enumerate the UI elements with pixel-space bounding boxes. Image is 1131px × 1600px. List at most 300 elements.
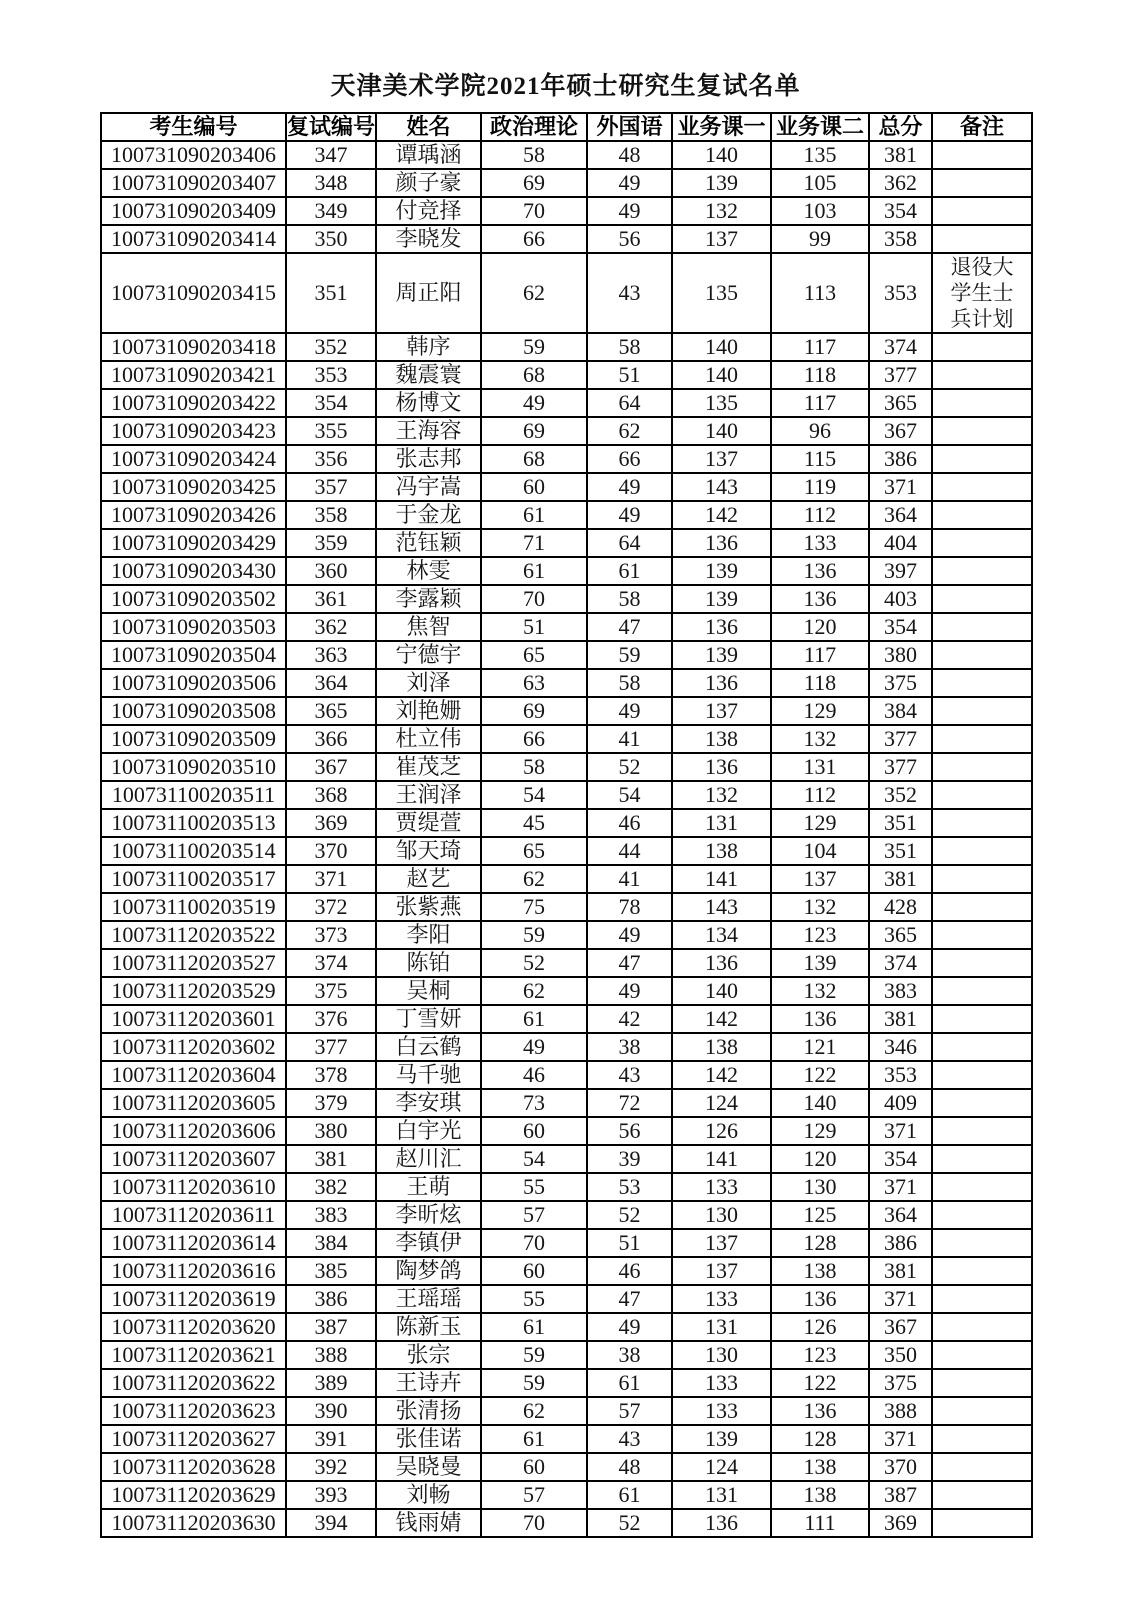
table-row bbox=[101, 641, 1032, 669]
cell-name: 韩序 bbox=[376, 333, 481, 361]
cell-course-1: 143 bbox=[672, 473, 771, 501]
cell-name: 王润泽 bbox=[376, 781, 481, 809]
cell-political-theory: 69 bbox=[481, 417, 587, 445]
table-row bbox=[101, 1341, 1032, 1369]
cell-name: 崔茂芝 bbox=[376, 753, 481, 781]
cell-foreign-language: 49 bbox=[587, 169, 672, 197]
cell-reexam-number: 378 bbox=[286, 1061, 376, 1089]
cell-course-2: 122 bbox=[771, 1369, 869, 1397]
cell-reexam-number: 363 bbox=[286, 641, 376, 669]
cell-remark bbox=[932, 1313, 1032, 1341]
cell-political-theory: 62 bbox=[481, 977, 587, 1005]
cell-political-theory: 55 bbox=[481, 1173, 587, 1201]
cell-name: 颜子豪 bbox=[376, 169, 481, 197]
cell-reexam-number: 366 bbox=[286, 725, 376, 753]
cell-remark bbox=[932, 417, 1032, 445]
cell-name: 范钰颖 bbox=[376, 529, 481, 557]
cell-remark bbox=[932, 669, 1032, 697]
cell-political-theory: 46 bbox=[481, 1061, 587, 1089]
remark-text: 退役大学生士兵计划 bbox=[950, 255, 1014, 331]
cell-course-2: 96 bbox=[771, 417, 869, 445]
cell-candidate-number: 100731090203422 bbox=[101, 389, 286, 417]
cell-remark bbox=[932, 949, 1032, 977]
cell-political-theory: 61 bbox=[481, 501, 587, 529]
cell-remark bbox=[932, 141, 1032, 169]
table-row bbox=[101, 837, 1032, 865]
cell-candidate-number: 100731090203502 bbox=[101, 585, 286, 613]
header-name: 姓名 bbox=[376, 113, 481, 141]
cell-remark bbox=[932, 613, 1032, 641]
cell-course-2: 120 bbox=[771, 613, 869, 641]
cell-political-theory: 68 bbox=[481, 445, 587, 473]
cell-course-1: 140 bbox=[672, 417, 771, 445]
results-table-body bbox=[101, 141, 1032, 1537]
cell-foreign-language: 38 bbox=[587, 1341, 672, 1369]
cell-candidate-number: 100731090203429 bbox=[101, 529, 286, 557]
cell-total-score: 354 bbox=[869, 613, 932, 641]
cell-political-theory: 65 bbox=[481, 641, 587, 669]
cell-course-1: 138 bbox=[672, 837, 771, 865]
cell-reexam-number: 369 bbox=[286, 809, 376, 837]
cell-candidate-number: 100731090203425 bbox=[101, 473, 286, 501]
cell-reexam-number: 350 bbox=[286, 225, 376, 253]
cell-course-2: 119 bbox=[771, 473, 869, 501]
cell-total-score: 367 bbox=[869, 1313, 932, 1341]
cell-reexam-number: 385 bbox=[286, 1257, 376, 1285]
cell-candidate-number: 100731090203426 bbox=[101, 501, 286, 529]
cell-total-score: 374 bbox=[869, 333, 932, 361]
cell-course-2: 132 bbox=[771, 893, 869, 921]
cell-candidate-number: 100731120203621 bbox=[101, 1341, 286, 1369]
table-row bbox=[101, 501, 1032, 529]
cell-candidate-number: 100731090203503 bbox=[101, 613, 286, 641]
cell-course-1: 136 bbox=[672, 669, 771, 697]
cell-reexam-number: 387 bbox=[286, 1313, 376, 1341]
cell-course-2: 112 bbox=[771, 501, 869, 529]
table-row bbox=[101, 253, 1032, 333]
cell-candidate-number: 100731120203611 bbox=[101, 1201, 286, 1229]
cell-total-score: 381 bbox=[869, 865, 932, 893]
cell-reexam-number: 352 bbox=[286, 333, 376, 361]
cell-foreign-language: 58 bbox=[587, 669, 672, 697]
cell-candidate-number: 100731100203519 bbox=[101, 893, 286, 921]
cell-remark bbox=[932, 1341, 1032, 1369]
cell-political-theory: 62 bbox=[481, 865, 587, 893]
cell-course-1: 137 bbox=[672, 445, 771, 473]
table-row bbox=[101, 921, 1032, 949]
cell-course-1: 124 bbox=[672, 1453, 771, 1481]
cell-candidate-number: 100731120203622 bbox=[101, 1369, 286, 1397]
cell-candidate-number: 100731090203504 bbox=[101, 641, 286, 669]
cell-name: 刘畅 bbox=[376, 1481, 481, 1509]
cell-political-theory: 62 bbox=[481, 1397, 587, 1425]
cell-course-1: 136 bbox=[672, 529, 771, 557]
cell-course-1: 133 bbox=[672, 1173, 771, 1201]
cell-remark bbox=[932, 1453, 1032, 1481]
cell-course-2: 126 bbox=[771, 1313, 869, 1341]
cell-remark bbox=[932, 1005, 1032, 1033]
cell-total-score: 377 bbox=[869, 725, 932, 753]
cell-course-1: 134 bbox=[672, 921, 771, 949]
cell-reexam-number: 373 bbox=[286, 921, 376, 949]
cell-name: 邹天琦 bbox=[376, 837, 481, 865]
cell-candidate-number: 100731090203421 bbox=[101, 361, 286, 389]
cell-course-2: 121 bbox=[771, 1033, 869, 1061]
cell-foreign-language: 49 bbox=[587, 977, 672, 1005]
cell-total-score: 353 bbox=[869, 1061, 932, 1089]
cell-name: 冯宇嵩 bbox=[376, 473, 481, 501]
cell-total-score: 386 bbox=[869, 445, 932, 473]
cell-reexam-number: 349 bbox=[286, 197, 376, 225]
cell-political-theory: 61 bbox=[481, 1425, 587, 1453]
cell-candidate-number: 100731120203607 bbox=[101, 1145, 286, 1173]
cell-total-score: 354 bbox=[869, 197, 932, 225]
table-row bbox=[101, 141, 1032, 169]
cell-candidate-number: 100731100203514 bbox=[101, 837, 286, 865]
cell-course-2: 125 bbox=[771, 1201, 869, 1229]
cell-total-score: 369 bbox=[869, 1509, 932, 1537]
cell-remark bbox=[932, 225, 1032, 253]
cell-course-1: 136 bbox=[672, 753, 771, 781]
cell-course-2: 118 bbox=[771, 361, 869, 389]
cell-foreign-language: 47 bbox=[587, 613, 672, 641]
table-row bbox=[101, 389, 1032, 417]
cell-course-1: 139 bbox=[672, 1425, 771, 1453]
header-foreign-language: 外国语 bbox=[587, 113, 672, 141]
cell-remark bbox=[932, 893, 1032, 921]
cell-political-theory: 65 bbox=[481, 837, 587, 865]
cell-name: 刘泽 bbox=[376, 669, 481, 697]
cell-candidate-number: 100731120203623 bbox=[101, 1397, 286, 1425]
cell-foreign-language: 49 bbox=[587, 921, 672, 949]
cell-total-score: 387 bbox=[869, 1481, 932, 1509]
cell-candidate-number: 100731120203619 bbox=[101, 1285, 286, 1313]
cell-course-2: 103 bbox=[771, 197, 869, 225]
cell-reexam-number: 359 bbox=[286, 529, 376, 557]
cell-foreign-language: 57 bbox=[587, 1397, 672, 1425]
cell-reexam-number: 391 bbox=[286, 1425, 376, 1453]
cell-total-score: 380 bbox=[869, 641, 932, 669]
cell-candidate-number: 100731090203509 bbox=[101, 725, 286, 753]
cell-candidate-number: 100731090203430 bbox=[101, 557, 286, 585]
cell-reexam-number: 392 bbox=[286, 1453, 376, 1481]
cell-total-score: 350 bbox=[869, 1341, 932, 1369]
cell-course-2: 138 bbox=[771, 1257, 869, 1285]
cell-remark bbox=[932, 865, 1032, 893]
cell-political-theory: 59 bbox=[481, 1341, 587, 1369]
table-row bbox=[101, 1453, 1032, 1481]
cell-name: 王瑶瑶 bbox=[376, 1285, 481, 1313]
cell-foreign-language: 64 bbox=[587, 389, 672, 417]
table-row bbox=[101, 1173, 1032, 1201]
cell-remark bbox=[932, 1089, 1032, 1117]
cell-course-1: 140 bbox=[672, 333, 771, 361]
cell-foreign-language: 54 bbox=[587, 781, 672, 809]
cell-foreign-language: 47 bbox=[587, 949, 672, 977]
table-row bbox=[101, 1509, 1032, 1537]
cell-reexam-number: 368 bbox=[286, 781, 376, 809]
cell-candidate-number: 100731090203508 bbox=[101, 697, 286, 725]
cell-candidate-number: 100731120203616 bbox=[101, 1257, 286, 1285]
cell-remark bbox=[932, 1257, 1032, 1285]
table-row bbox=[101, 445, 1032, 473]
cell-course-2: 117 bbox=[771, 333, 869, 361]
cell-political-theory: 70 bbox=[481, 1229, 587, 1257]
cell-reexam-number: 360 bbox=[286, 557, 376, 585]
cell-reexam-number: 357 bbox=[286, 473, 376, 501]
cell-total-score: 365 bbox=[869, 389, 932, 417]
cell-name: 赵艺 bbox=[376, 865, 481, 893]
cell-political-theory: 49 bbox=[481, 389, 587, 417]
table-row bbox=[101, 1201, 1032, 1229]
cell-political-theory: 75 bbox=[481, 893, 587, 921]
cell-course-2: 137 bbox=[771, 865, 869, 893]
cell-course-1: 136 bbox=[672, 949, 771, 977]
cell-foreign-language: 38 bbox=[587, 1033, 672, 1061]
cell-name: 吴晓曼 bbox=[376, 1453, 481, 1481]
cell-total-score: 364 bbox=[869, 1201, 932, 1229]
cell-course-2: 132 bbox=[771, 977, 869, 1005]
table-row bbox=[101, 1285, 1032, 1313]
cell-course-1: 126 bbox=[672, 1117, 771, 1145]
cell-reexam-number: 390 bbox=[286, 1397, 376, 1425]
cell-political-theory: 54 bbox=[481, 781, 587, 809]
header-course-2: 业务课二 bbox=[771, 113, 869, 141]
cell-candidate-number: 100731120203602 bbox=[101, 1033, 286, 1061]
cell-candidate-number: 100731120203522 bbox=[101, 921, 286, 949]
table-row bbox=[101, 781, 1032, 809]
cell-course-2: 133 bbox=[771, 529, 869, 557]
cell-course-2: 130 bbox=[771, 1173, 869, 1201]
cell-reexam-number: 351 bbox=[286, 253, 376, 333]
cell-foreign-language: 46 bbox=[587, 809, 672, 837]
cell-political-theory: 60 bbox=[481, 1117, 587, 1145]
cell-remark bbox=[932, 837, 1032, 865]
table-row bbox=[101, 697, 1032, 725]
table-row bbox=[101, 1033, 1032, 1061]
cell-remark bbox=[932, 725, 1032, 753]
cell-reexam-number: 364 bbox=[286, 669, 376, 697]
cell-course-1: 140 bbox=[672, 361, 771, 389]
cell-name: 付竞择 bbox=[376, 197, 481, 225]
table-row bbox=[101, 809, 1032, 837]
cell-course-2: 129 bbox=[771, 1117, 869, 1145]
cell-foreign-language: 49 bbox=[587, 1313, 672, 1341]
cell-course-1: 141 bbox=[672, 1145, 771, 1173]
cell-course-1: 142 bbox=[672, 501, 771, 529]
cell-course-2: 122 bbox=[771, 1061, 869, 1089]
cell-political-theory: 61 bbox=[481, 1313, 587, 1341]
cell-course-2: 117 bbox=[771, 389, 869, 417]
cell-name: 宁德宇 bbox=[376, 641, 481, 669]
cell-political-theory: 51 bbox=[481, 613, 587, 641]
cell-total-score: 377 bbox=[869, 753, 932, 781]
cell-course-1: 139 bbox=[672, 169, 771, 197]
cell-total-score: 367 bbox=[869, 417, 932, 445]
cell-course-2: 135 bbox=[771, 141, 869, 169]
cell-remark bbox=[932, 1369, 1032, 1397]
cell-remark bbox=[932, 557, 1032, 585]
cell-name: 白宇光 bbox=[376, 1117, 481, 1145]
cell-remark bbox=[932, 585, 1032, 613]
cell-total-score: 404 bbox=[869, 529, 932, 557]
cell-remark bbox=[932, 1201, 1032, 1229]
cell-reexam-number: 376 bbox=[286, 1005, 376, 1033]
cell-remark bbox=[932, 977, 1032, 1005]
cell-political-theory: 63 bbox=[481, 669, 587, 697]
cell-political-theory: 57 bbox=[481, 1481, 587, 1509]
cell-reexam-number: 377 bbox=[286, 1033, 376, 1061]
cell-course-2: 118 bbox=[771, 669, 869, 697]
header-reexam-number: 复试编号 bbox=[287, 114, 376, 139]
cell-reexam-number: 348 bbox=[286, 169, 376, 197]
cell-foreign-language: 51 bbox=[587, 1229, 672, 1257]
cell-candidate-number: 100731100203511 bbox=[101, 781, 286, 809]
cell-total-score: 375 bbox=[869, 669, 932, 697]
cell-name: 周正阳 bbox=[376, 253, 481, 333]
cell-course-1: 130 bbox=[672, 1341, 771, 1369]
table-row bbox=[101, 529, 1032, 557]
cell-political-theory: 66 bbox=[481, 725, 587, 753]
cell-foreign-language: 52 bbox=[587, 753, 672, 781]
table-row bbox=[101, 865, 1032, 893]
table-row bbox=[101, 1481, 1032, 1509]
cell-course-1: 138 bbox=[672, 1033, 771, 1061]
cell-reexam-number: 389 bbox=[286, 1369, 376, 1397]
cell-foreign-language: 58 bbox=[587, 585, 672, 613]
cell-foreign-language: 43 bbox=[587, 1061, 672, 1089]
cell-course-1: 133 bbox=[672, 1369, 771, 1397]
cell-course-2: 99 bbox=[771, 225, 869, 253]
cell-name: 钱雨婧 bbox=[376, 1509, 481, 1537]
cell-candidate-number: 100731120203601 bbox=[101, 1005, 286, 1033]
table-row bbox=[101, 197, 1032, 225]
cell-course-1: 136 bbox=[672, 1509, 771, 1537]
cell-remark bbox=[932, 697, 1032, 725]
cell-political-theory: 55 bbox=[481, 1285, 587, 1313]
cell-remark bbox=[932, 1481, 1032, 1509]
cell-course-2: 131 bbox=[771, 753, 869, 781]
cell-course-1: 137 bbox=[672, 1257, 771, 1285]
cell-candidate-number: 100731120203627 bbox=[101, 1425, 286, 1453]
cell-foreign-language: 53 bbox=[587, 1173, 672, 1201]
cell-course-1: 139 bbox=[672, 641, 771, 669]
cell-name: 李阳 bbox=[376, 921, 481, 949]
cell-total-score: 403 bbox=[869, 585, 932, 613]
cell-name: 陶梦鸽 bbox=[376, 1257, 481, 1285]
cell-course-2: 123 bbox=[771, 1341, 869, 1369]
cell-name: 于金龙 bbox=[376, 501, 481, 529]
cell-course-2: 136 bbox=[771, 1285, 869, 1313]
table-row bbox=[101, 725, 1032, 753]
cell-course-1: 137 bbox=[672, 697, 771, 725]
cell-course-2: 136 bbox=[771, 1397, 869, 1425]
cell-course-1: 137 bbox=[672, 1229, 771, 1257]
cell-remark bbox=[932, 445, 1032, 473]
cell-remark bbox=[932, 1145, 1032, 1173]
cell-candidate-number: 100731120203628 bbox=[101, 1453, 286, 1481]
cell-course-2: 120 bbox=[771, 1145, 869, 1173]
table-row bbox=[101, 1425, 1032, 1453]
cell-reexam-number: 384 bbox=[286, 1229, 376, 1257]
cell-foreign-language: 64 bbox=[587, 529, 672, 557]
table-row bbox=[101, 473, 1032, 501]
cell-name: 刘艳姗 bbox=[376, 697, 481, 725]
cell-course-1: 135 bbox=[672, 389, 771, 417]
cell-political-theory: 59 bbox=[481, 1369, 587, 1397]
cell-candidate-number: 100731090203406 bbox=[101, 141, 286, 169]
cell-remark bbox=[932, 921, 1032, 949]
table-row bbox=[101, 1369, 1032, 1397]
table-row bbox=[101, 1397, 1032, 1425]
cell-candidate-number: 100731090203506 bbox=[101, 669, 286, 697]
cell-course-1: 131 bbox=[672, 1481, 771, 1509]
cell-political-theory: 69 bbox=[481, 697, 587, 725]
cell-political-theory: 57 bbox=[481, 1201, 587, 1229]
cell-course-2: 104 bbox=[771, 837, 869, 865]
cell-name: 陈铂 bbox=[376, 949, 481, 977]
header-political-theory: 政治理论 bbox=[481, 113, 587, 141]
cell-total-score: 352 bbox=[869, 781, 932, 809]
cell-name: 魏震寰 bbox=[376, 361, 481, 389]
cell-total-score: 388 bbox=[869, 1397, 932, 1425]
cell-total-score: 351 bbox=[869, 809, 932, 837]
cell-foreign-language: 46 bbox=[587, 1257, 672, 1285]
cell-foreign-language: 49 bbox=[587, 501, 672, 529]
cell-reexam-number: 353 bbox=[286, 361, 376, 389]
cell-candidate-number: 100731090203424 bbox=[101, 445, 286, 473]
cell-course-2: 140 bbox=[771, 1089, 869, 1117]
cell-political-theory: 60 bbox=[481, 473, 587, 501]
cell-foreign-language: 39 bbox=[587, 1145, 672, 1173]
table-row bbox=[101, 417, 1032, 445]
cell-total-score: 354 bbox=[869, 1145, 932, 1173]
cell-remark bbox=[932, 197, 1032, 225]
cell-course-1: 130 bbox=[672, 1201, 771, 1229]
cell-course-1: 143 bbox=[672, 893, 771, 921]
cell-remark bbox=[932, 1425, 1032, 1453]
cell-course-2: 123 bbox=[771, 921, 869, 949]
table-row bbox=[101, 669, 1032, 697]
cell-foreign-language: 48 bbox=[587, 141, 672, 169]
cell-reexam-number: 371 bbox=[286, 865, 376, 893]
cell-political-theory: 45 bbox=[481, 809, 587, 837]
cell-reexam-number: 388 bbox=[286, 1341, 376, 1369]
cell-course-1: 139 bbox=[672, 557, 771, 585]
cell-candidate-number: 100731090203418 bbox=[101, 333, 286, 361]
cell-course-2: 129 bbox=[771, 697, 869, 725]
cell-name: 张宗 bbox=[376, 1341, 481, 1369]
cell-name: 李安琪 bbox=[376, 1089, 481, 1117]
cell-course-1: 132 bbox=[672, 197, 771, 225]
cell-political-theory: 62 bbox=[481, 253, 587, 333]
cell-reexam-number: 381 bbox=[286, 1145, 376, 1173]
cell-candidate-number: 100731120203630 bbox=[101, 1509, 286, 1537]
cell-political-theory: 58 bbox=[481, 141, 587, 169]
cell-foreign-language: 52 bbox=[587, 1201, 672, 1229]
table-row bbox=[101, 585, 1032, 613]
cell-candidate-number: 100731120203614 bbox=[101, 1229, 286, 1257]
cell-name: 谭瑀涵 bbox=[376, 141, 481, 169]
cell-total-score: 428 bbox=[869, 893, 932, 921]
cell-foreign-language: 61 bbox=[587, 557, 672, 585]
cell-name: 李镇伊 bbox=[376, 1229, 481, 1257]
cell-name: 贾缇萱 bbox=[376, 809, 481, 837]
cell-political-theory: 70 bbox=[481, 197, 587, 225]
cell-foreign-language: 49 bbox=[587, 473, 672, 501]
cell-candidate-number: 100731090203510 bbox=[101, 753, 286, 781]
cell-name: 赵川汇 bbox=[376, 1145, 481, 1173]
